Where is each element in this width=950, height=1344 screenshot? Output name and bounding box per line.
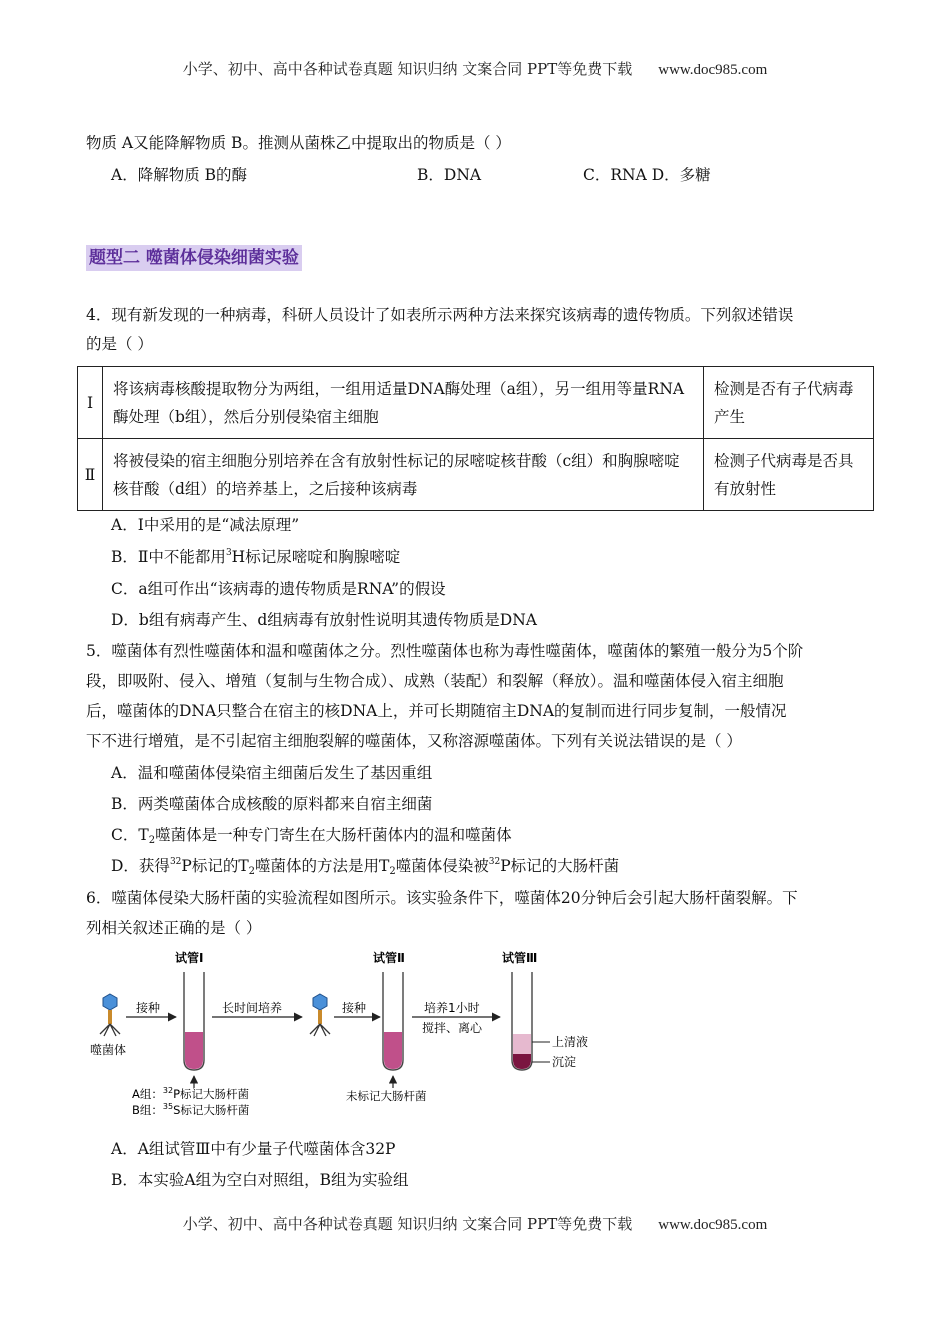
q5-option-b: B．两类噬菌体合成核酸的原料都来自宿主细菌 [111,795,433,813]
test-tube-2 [383,972,403,1070]
table-row [78,439,874,511]
row-number: Ⅰ [78,367,103,439]
q4-stem-line2: 的是（ ） [86,335,153,353]
tube3-label: 试管Ⅲ [502,951,538,965]
q6-stem-line1: 6．噬菌体侵染大肠杆菌的实验流程如图所示。该实验条件下，噬菌体20分钟后会引起大肠杆菌裂解。下 [86,889,798,907]
phage-label: 噬菌体 [90,1043,127,1057]
q5-stem-line3: 后，噬菌体的DNA只整合在宿主的核DNA上，并可长期随宿主DNA的复制而进行同步复制，一般情况 [86,702,787,720]
test-tube-3 [512,972,532,1070]
q6-option-b: B．本实验A组为空白对照组，B组为实验组 [111,1171,409,1189]
row-method: 将被侵染的宿主细胞分别培养在含有放射性标记的尿嘧啶核苷酸（c组）和胸腺嘧啶核苷酸（d组）的培养基上，之后接种该病毒 [103,439,704,511]
q4-table [77,366,874,511]
q5-option-a: A．温和噬菌体侵染宿主细菌后发生了基因重组 [111,764,433,782]
footer-url[interactable]: www.doc985.com [658,1217,768,1233]
footer-text: 小学、初中、高中各种试卷真题 知识归纳 文案合同 PPT等免费下载 [182,1215,633,1233]
q5-stem-line2: 段，即吸附、侵入、增殖（复制与生物合成）、成熟（装配）和裂解（释放）。温和噬菌体侵入宿主细胞 [86,672,784,690]
q4-option-b: B．Ⅱ中不能都用$^3$H标记尿嘧啶和胸腺嘧啶 [111,548,401,566]
unlabeled-label: 未标记大肠杆菌 [346,1089,427,1103]
section-title: 题型二 噬菌体侵染细菌实验 [86,245,302,271]
row-method: 将该病毒核酸提取物分为两组，一组用适量DNA酶处理（a组），另一组用等量RNA酶处理（b组），然后分别侵染宿主细胞 [103,367,704,439]
tube1-label: 试管Ⅰ [175,951,204,965]
page-header [0,58,950,79]
table-row [78,367,874,439]
q4-option-d: D．b组有病毒产生、d组病毒有放射性说明其遗传物质是DNA [111,611,537,629]
q5-option-d: D．获得$^{32}$P标记的$T_2$噬菌体的方法是用$T_2$噬菌体侵染被$^{32}$P标记的大肠杆菌 [111,857,620,877]
q5-stem-line1: 5．噬菌体有烈性噬菌体和温和噬菌体之分。烈性噬菌体也称为毒性噬菌体，噬菌体的繁殖一般分为5个阶 [86,642,804,660]
inoculate-label-1: 接种 [136,1001,161,1015]
row-detect: 检测子代病毒是否具有放射性 [704,439,874,511]
culture-label: 培养1小时 [424,1001,480,1015]
header-text: 小学、初中、高中各种试卷真题 知识归纳 文案合同 PPT等免费下载 [182,60,633,78]
q6-stem-line2: 列相关叙述正确的是（ ） [86,919,262,937]
q6-option-a: A．A组试管Ⅲ中有少量子代噬菌体含32P [111,1140,396,1158]
phage-icon [310,994,330,1036]
long-culture-label: 长时间培养 [222,1001,283,1015]
q6-experiment-figure [80,942,610,1122]
phage-icon [100,994,120,1036]
q3-continuation: 物质 A又能降解物质 B。推测从菌株乙中提取出的物质是（ ） [86,134,511,152]
test-tube-1 [184,972,204,1070]
row-number: Ⅱ [78,439,103,511]
page-footer [0,1213,950,1234]
tube2-label: 试管Ⅱ [373,951,405,965]
group-a-label: A组：$^{32}$P标记大肠杆菌 [132,1086,249,1101]
q4-stem-line1: 4．现有新发现的一种病毒，科研人员设计了如表所示两种方法来探究该病毒的遗传物质。下列叙述错误 [86,306,794,324]
q5-stem-line4: 下不进行增殖，是不引起宿主细胞裂解的噬菌体，又称溶源噬菌体。下列有关说法错误的是（ ） [86,732,742,750]
q3-option-a: A．降解物质 B的酶 [111,166,248,184]
inoculate-label-2: 接种 [342,1001,367,1015]
q4-option-c: C．a组可作出“该病毒的遗传物质是RNA”的假设 [111,580,446,598]
stir-label: 搅拌、离心 [422,1021,483,1035]
group-b-label: B组：$^{35}$S标记大肠杆菌 [132,1102,250,1117]
row-detect: 检测是否有子代病毒产生 [704,367,874,439]
q5-option-c: C．$T_2$噬菌体是一种专门寄生在大肠杆菌体内的温和噬菌体 [111,826,512,846]
q3-option-b: B．DNA [417,166,482,184]
q3-option-cd: C．RNA D．多糖 [583,166,711,184]
supernatant-label: 上清液 [552,1035,589,1049]
header-url[interactable]: www.doc985.com [658,62,768,78]
sediment-label: 沉淀 [552,1055,577,1069]
q4-option-a: A．Ⅰ中采用的是“减法原理” [111,516,300,534]
